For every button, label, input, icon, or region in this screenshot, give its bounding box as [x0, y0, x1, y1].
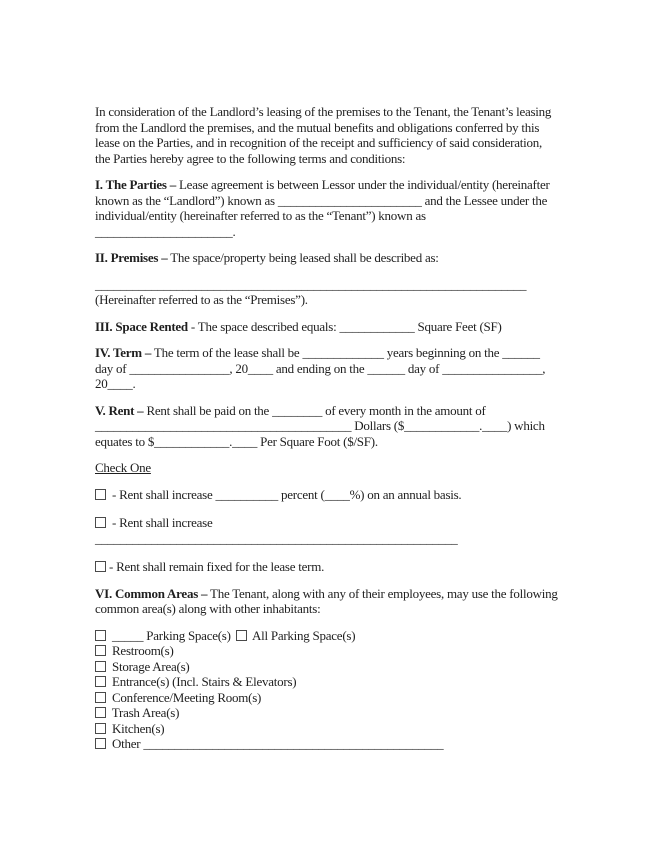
checkbox-icon [95, 630, 106, 641]
checkbox-icon [236, 630, 247, 641]
section-parties [95, 177, 559, 239]
common-area-conference-label: Conference/Meeting Room(s) [109, 689, 262, 705]
checkbox-icon [95, 661, 106, 672]
rent-option-fixed-label: - Rent shall remain fixed for the lease term. [109, 559, 325, 574]
intro-paragraph: In consideration of the Landlord’s leasing of the premises to the Tenant, the Tenant’s leasing from the Landlord the premises, and the mutual benefits and obligations conferred by this lease on the Parties, and in recognition of the receipt and sufficiency of said consideration, the Parties hereby agree to the following terms and conditions: [95, 104, 552, 166]
checkbox-icon [95, 707, 106, 718]
section-premises [95, 250, 559, 266]
common-area-conference [95, 690, 559, 706]
section-body-term: The term of the lease shall be _____________ years beginning on the ______ day of ________________, 20____ and ending on the ______ day of ________________, 20____. [95, 345, 546, 391]
premises-write-in [95, 277, 559, 308]
checkbox-icon [95, 738, 106, 749]
common-area-entrances-label: Entrance(s) (Incl. Stairs & Elevators) [109, 674, 297, 689]
common-area-other [95, 736, 559, 752]
section-body-parties: Lease agreement is between Lessor under the individual/entity (hereinafter known as the “Landlord”) known as _______________________ and the Lessee under the individual/entity (hereinafter referred to as the “Tenant”) known as ______________________. [95, 177, 550, 239]
checkbox-icon [95, 645, 106, 656]
rent-option-custom-increase [95, 515, 559, 546]
section-common-areas [95, 586, 559, 617]
check-one-label [95, 460, 559, 476]
document-content [95, 104, 559, 752]
section-term [95, 345, 559, 392]
common-area-other-label: Other ________________________________________________ [109, 736, 444, 751]
checkbox-icon [95, 723, 106, 734]
rent-option-percent-increase-label: - Rent shall increase __________ percent (____%) on an annual basis. [109, 486, 462, 502]
all-parking-spaces-label: All Parking Space(s) [249, 627, 356, 643]
common-area-entrances [95, 674, 559, 690]
common-area-kitchen-label: Kitchen(s) [109, 720, 165, 736]
parking-spaces-label: _____ Parking Space(s) [109, 627, 231, 643]
section-rent [95, 403, 559, 450]
section-heading-rent: V. Rent – [95, 402, 144, 418]
section-heading-space-rented: III. Space Rented [95, 318, 188, 334]
rent-option-percent-increase [95, 487, 559, 503]
common-area-restrooms-label: Restroom(s) [109, 643, 174, 658]
rent-option-custom-increase-label: - Rent shall increase __________________________________________________________ [95, 515, 458, 546]
checkbox-icon [95, 489, 106, 500]
checkbox-icon [95, 676, 106, 687]
section-heading-parties: I. The Parties – [95, 177, 176, 192]
section-body-space-rented: - The space described equals: ____________ Square Feet (SF) [187, 318, 502, 334]
common-area-restrooms [95, 643, 559, 659]
section-body-rent: Rent shall be paid on the ________ of every month in the amount of _________________________________________ Dollars ($____________.____) which equates to $____________.____ Per Square Foot ($/SF). [95, 402, 545, 449]
checkbox-icon [95, 692, 106, 703]
common-area-parking-row [95, 628, 559, 644]
common-area-trash-label: Trash Area(s) [109, 705, 180, 720]
rent-option-fixed [95, 559, 559, 575]
common-area-storage [95, 659, 559, 675]
section-heading-premises: II. Premises – [95, 250, 168, 265]
checkbox-icon [95, 517, 106, 528]
section-body-common-areas: The Tenant, along with any of their employees, may use the following common area(s) along with other inhabitants: [95, 585, 558, 616]
common-area-trash [95, 705, 559, 721]
common-area-kitchen [95, 721, 559, 737]
check-one-text: Check One [95, 460, 151, 475]
premises-footnote: (Hereinafter referred to as the “Premises”). [95, 292, 308, 307]
premises-write-in-line: _____________________________________________________________________ [95, 276, 527, 292]
section-space-rented [95, 319, 559, 335]
section-heading-common-areas: VI. Common Areas – [95, 585, 208, 601]
common-area-storage-label: Storage Area(s) [109, 658, 190, 674]
checkbox-icon [95, 561, 106, 572]
section-body-premises: The space/property being leased shall be described as: [167, 250, 439, 265]
section-heading-term: IV. Term – [95, 345, 152, 360]
